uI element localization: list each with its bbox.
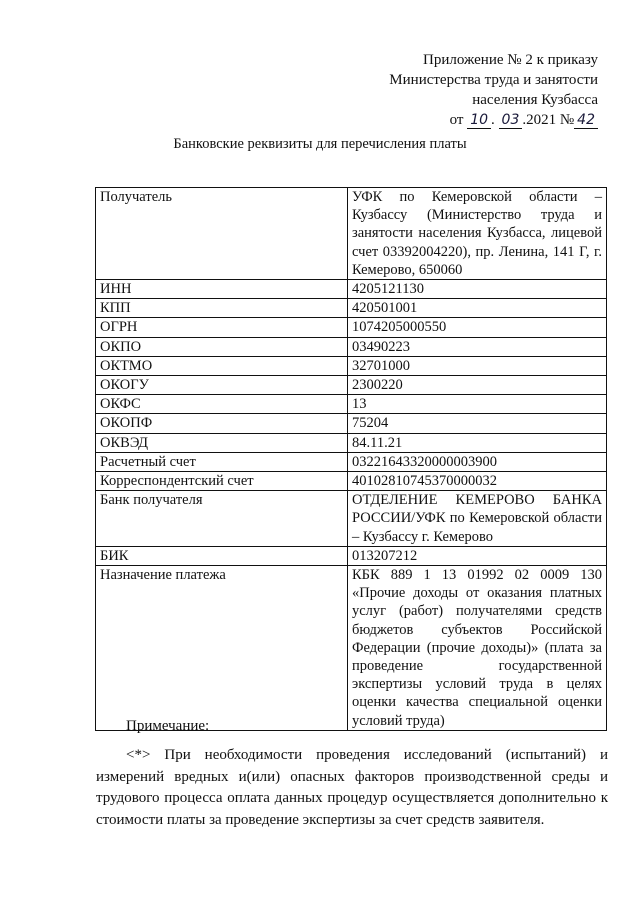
row-value: 03490223 xyxy=(348,337,607,356)
table-row xyxy=(96,188,607,280)
table-row xyxy=(96,414,607,433)
row-label: Корреспондентский счет xyxy=(96,472,348,491)
row-label: ОКТМО xyxy=(96,356,348,375)
row-label: ОКОГУ xyxy=(96,376,348,395)
date-year: .2021 xyxy=(522,112,557,128)
date-prefix: от xyxy=(449,112,464,128)
table-row xyxy=(96,337,607,356)
row-value: 420501001 xyxy=(348,299,607,318)
number-label: № xyxy=(559,112,575,128)
row-label: ОКФС xyxy=(96,395,348,414)
table-row xyxy=(96,280,607,299)
row-value: 1074205000550 xyxy=(348,318,607,337)
table-row xyxy=(96,318,607,337)
bank-details-table xyxy=(95,187,607,731)
row-label: Получатель xyxy=(96,188,348,280)
table-row xyxy=(96,472,607,491)
table-row xyxy=(96,356,607,375)
row-label: КПП xyxy=(96,299,348,318)
row-value: 013207212 xyxy=(348,546,607,565)
row-label: Банк получателя xyxy=(96,491,348,547)
handwritten-month: 03 xyxy=(499,112,523,129)
table-row xyxy=(96,566,607,731)
note-title: Примечание: xyxy=(126,718,210,734)
appendix-line-2: Министерства труда и занятости xyxy=(389,72,598,88)
row-value: 32701000 xyxy=(348,356,607,375)
row-label: БИК xyxy=(96,546,348,565)
handwritten-day: 10 xyxy=(467,112,491,129)
row-label: ОКПО xyxy=(96,337,348,356)
table-row xyxy=(96,433,607,452)
row-label: ОКОПФ xyxy=(96,414,348,433)
row-label: ОКВЭД xyxy=(96,433,348,452)
row-label: ИНН xyxy=(96,280,348,299)
appendix-header xyxy=(389,50,598,130)
table-row xyxy=(96,491,607,547)
row-value: УФК по Кемеровской области – Кузбассу (Министерство труда и занятости населения Кузбасса, лицевой счет 03392004220), пр. Ленина, 141 Г, г. Кемерово, 650060 xyxy=(348,188,607,280)
table-row xyxy=(96,395,607,414)
appendix-line-1: Приложение № 2 к приказу xyxy=(423,52,598,68)
appendix-line-3: населения Кузбасса xyxy=(472,92,598,108)
row-value: КБК 889 1 13 01992 02 0009 130 «Прочие доходы от оказания платных услуг (работ) получателями средств бюджетов субъектов Российской Федерации (прочие доходы)» (плата за проведение государственной экспертизы условий труда в целях оценки качества специальной оценки условий труда) xyxy=(348,566,607,731)
row-value: 40102810745370000032 xyxy=(348,472,607,491)
table-row xyxy=(96,299,607,318)
row-value: 03221643320000003900 xyxy=(348,452,607,471)
document-title: Банковские реквизиты для перечисления платы xyxy=(173,136,467,152)
table-row xyxy=(96,546,607,565)
table-row xyxy=(96,452,607,471)
row-label: Расчетный счет xyxy=(96,452,348,471)
date-dot: . xyxy=(491,112,495,128)
row-label: Назначение платежа xyxy=(96,566,348,731)
row-value: 4205121130 xyxy=(348,280,607,299)
row-value: 75204 xyxy=(348,414,607,433)
note-text: <*> При необходимости проведения исследований (испытаний) и измерений вредных и(или) опасных факторов производственной среды и трудового процесса оплата данных процедур осуществляется дополнительно к стоимости платы за проведение экспертизы за счет средств заявителя. xyxy=(96,747,608,828)
row-label: ОГРН xyxy=(96,318,348,337)
row-value: 2300220 xyxy=(348,376,607,395)
order-date-line xyxy=(389,110,598,130)
row-value: 13 xyxy=(348,395,607,414)
table-row xyxy=(96,376,607,395)
handwritten-number: 42 xyxy=(574,112,598,129)
row-value: ОТДЕЛЕНИЕ КЕМЕРОВО БАНКА РОССИИ/УФК по Кемеровской области – Кузбассу г. Кемерово xyxy=(348,491,607,547)
row-value: 84.11.21 xyxy=(348,433,607,452)
